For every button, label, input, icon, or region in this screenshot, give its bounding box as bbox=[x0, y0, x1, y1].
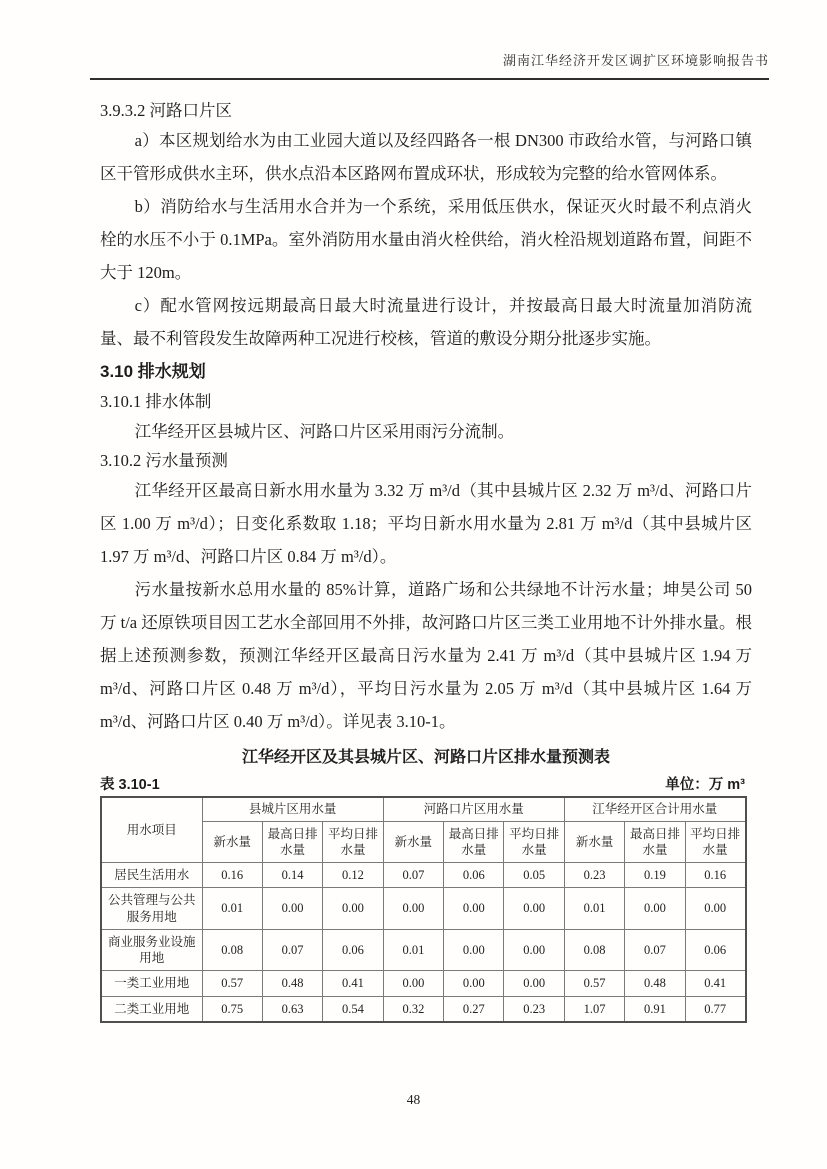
column-header-new-water: 新水量 bbox=[564, 821, 624, 863]
table-cell: 0.07 bbox=[625, 929, 685, 971]
section-heading-3-9-3-2: 3.9.3.2 河路口片区 bbox=[100, 101, 232, 120]
table-cell: 0.00 bbox=[444, 929, 504, 971]
table-cell: 0.00 bbox=[323, 888, 383, 930]
column-header-avg-day: 平均日排水量 bbox=[685, 821, 745, 863]
table-cell: 0.75 bbox=[202, 996, 262, 1022]
table-cell: 0.48 bbox=[625, 971, 685, 996]
table-cell: 0.00 bbox=[383, 888, 443, 930]
column-header-avg-day: 平均日排水量 bbox=[323, 821, 383, 863]
table-cell: 0.07 bbox=[262, 929, 322, 971]
table-cell: 1.07 bbox=[564, 996, 624, 1022]
table-cell: 0.16 bbox=[202, 863, 262, 888]
paragraph-b: b）消防给水与生活用水合并为一个系统，采用低压供水，保证灭火时最不利点消火栓的水压不小于 0.1MPa。室外消防用水量由消火栓供给，消火栓沿规划道路布置，间距不大于 120m。 bbox=[100, 197, 752, 282]
table-cell: 0.23 bbox=[564, 863, 624, 888]
paragraph-c: c）配水管网按远期最高日最大时流量进行设计，并按最高日最大时流量加消防流量、最不利管段发生故障两种工况进行校核，管道的敷设分期分批逐步实施。 bbox=[100, 296, 752, 348]
column-header-new-water: 新水量 bbox=[383, 821, 443, 863]
table-meta bbox=[100, 770, 745, 794]
row-label: 居民生活用水 bbox=[101, 863, 202, 888]
table-cell: 0.48 bbox=[262, 971, 322, 996]
table-cell: 0.63 bbox=[262, 996, 322, 1022]
table-cell: 0.54 bbox=[323, 996, 383, 1022]
column-header-max-day: 最高日排水量 bbox=[444, 821, 504, 863]
table-unit: 单位：万 m³ bbox=[665, 777, 745, 793]
section-heading-3-10-2: 3.10.2 污水量预测 bbox=[100, 451, 228, 470]
table-cell: 0.05 bbox=[504, 863, 564, 888]
header-title: 湖南江华经济开发区调扩区环境影响报告书 bbox=[502, 53, 769, 68]
table-cell: 0.41 bbox=[685, 971, 745, 996]
row-label: 商业服务业设施用地 bbox=[101, 929, 202, 971]
table-cell: 0.16 bbox=[685, 863, 745, 888]
column-header-item: 用水项目 bbox=[101, 797, 202, 863]
group-header-county-district: 县城片区用水量 bbox=[202, 797, 383, 821]
table-cell: 0.01 bbox=[383, 929, 443, 971]
table-cell: 0.00 bbox=[504, 929, 564, 971]
table-cell: 0.00 bbox=[504, 888, 564, 930]
table-cell: 0.00 bbox=[685, 888, 745, 930]
table-title: 江华经开区及其县城片区、河路口片区排水量预测表 bbox=[241, 749, 610, 766]
page-content bbox=[100, 92, 752, 1023]
table-cell: 0.19 bbox=[625, 863, 685, 888]
table-cell: 0.57 bbox=[202, 971, 262, 996]
group-header-helukou-district: 河路口片区用水量 bbox=[383, 797, 564, 821]
row-label: 二类工业用地 bbox=[101, 996, 202, 1022]
paragraph-drainage-system: 江华经开区县城片区、河路口片区采用雨污分流制。 bbox=[134, 422, 515, 441]
table-cell: 0.06 bbox=[444, 863, 504, 888]
page-header bbox=[90, 50, 769, 80]
table-row bbox=[101, 888, 746, 930]
paragraph-a: a）本区规划给水为由工业园大道以及经四路各一根 DN300 市政给水管，与河路口镇区干管形成供水主环，供水点沿本区路网布置成环状，形成较为完整的给水管网体系。 bbox=[100, 131, 752, 183]
table-cell: 0.01 bbox=[202, 888, 262, 930]
column-header-new-water: 新水量 bbox=[202, 821, 262, 863]
group-header-total: 江华经开区合计用水量 bbox=[564, 797, 745, 821]
table-cell: 0.41 bbox=[323, 971, 383, 996]
table-cell: 0.32 bbox=[383, 996, 443, 1022]
column-header-max-day: 最高日排水量 bbox=[262, 821, 322, 863]
drainage-forecast-table bbox=[100, 796, 747, 1023]
page-number: 48 bbox=[406, 1092, 421, 1107]
table-cell: 0.12 bbox=[323, 863, 383, 888]
table-row bbox=[101, 996, 746, 1022]
table-cell: 0.00 bbox=[444, 971, 504, 996]
table-cell: 0.14 bbox=[262, 863, 322, 888]
table-label: 表 3.10-1 bbox=[100, 777, 160, 793]
table-cell: 0.07 bbox=[383, 863, 443, 888]
table-cell: 0.08 bbox=[564, 929, 624, 971]
table-cell: 0.57 bbox=[564, 971, 624, 996]
table-cell: 0.01 bbox=[564, 888, 624, 930]
table-row bbox=[101, 863, 746, 888]
table-cell: 0.77 bbox=[685, 996, 745, 1022]
table-cell: 0.00 bbox=[504, 971, 564, 996]
table-cell: 0.27 bbox=[444, 996, 504, 1022]
table-cell: 0.08 bbox=[202, 929, 262, 971]
column-header-avg-day: 平均日排水量 bbox=[504, 821, 564, 863]
table-row bbox=[101, 929, 746, 971]
table-cell: 0.23 bbox=[504, 996, 564, 1022]
table-header-group-row bbox=[101, 797, 746, 821]
table-cell: 0.06 bbox=[685, 929, 745, 971]
column-header-max-day: 最高日排水量 bbox=[625, 821, 685, 863]
paragraph-water-forecast: 江华经开区最高日新水用水量为 3.32 万 m³/d（其中县城片区 2.32 万 m³/d、河路口片区 1.00 万 m³/d）；日变化系数取 1.18；平均日新水用水量为 2.81 万 m³/d（其中县城片区 1.97 万 m³/d、河路口片区 0.84 万 m³/d）。 bbox=[100, 481, 752, 566]
table-row bbox=[101, 971, 746, 996]
table-cell: 0.06 bbox=[323, 929, 383, 971]
section-heading-3-10: 3.10 排水规划 bbox=[100, 362, 206, 381]
paragraph-sewage-forecast: 污水量按新水总用水量的 85%计算，道路广场和公共绿地不计污水量；坤昊公司 50 万 t/a 还原铁项目因工艺水全部回用不外排，故河路口片区三类工业用地不计外排水量。根据上述预测参数，预测江华经开区最高日污水量为 2.41 万 m³/d（其中县城片区 1.94 万 m³/d、河路口片区 0.48 万 m³/d），平均日污水量为 2.05 万 m³/d（其中县城片区 1.64 万 m³/d、河路口片区 0.40 万 m³/d）。详见表 3.10-1。 bbox=[100, 580, 752, 731]
table-cell: 0.00 bbox=[625, 888, 685, 930]
table-cell: 0.00 bbox=[262, 888, 322, 930]
row-label: 公共管理与公共服务用地 bbox=[101, 888, 202, 930]
table-cell: 0.00 bbox=[444, 888, 504, 930]
table-cell: 0.00 bbox=[383, 971, 443, 996]
section-heading-3-10-1: 3.10.1 排水体制 bbox=[100, 392, 212, 411]
table-cell: 0.91 bbox=[625, 996, 685, 1022]
row-label: 一类工业用地 bbox=[101, 971, 202, 996]
